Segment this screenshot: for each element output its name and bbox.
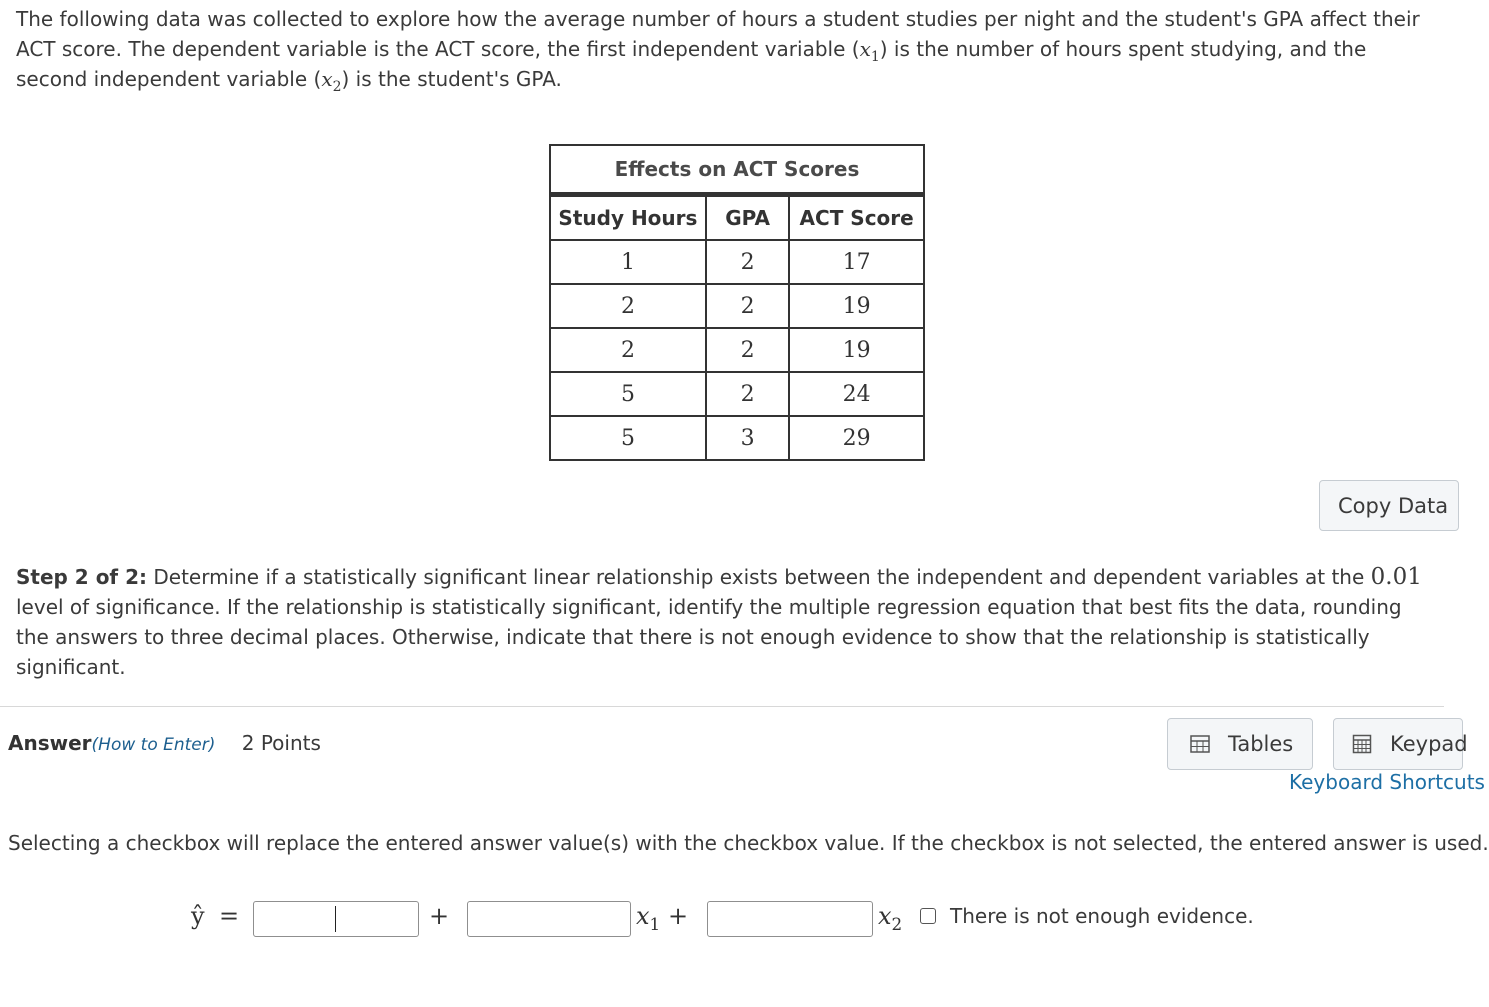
plus-sign: + xyxy=(429,902,450,930)
cell-gpa: 2 xyxy=(706,284,789,328)
cell-study-hours: 5 xyxy=(550,416,706,460)
step-instructions: Step 2 of 2: Determine if a statistically significant linear relationship exists between the independent and dependent variables at the 0.01 level of significance. If the relationship is statistically significant, identify the multiple regression equation that best fits the data, rounding the answers to three decimal places. Otherwise, indicate that there is not enough evidence to show that the relationship is statistically significant. xyxy=(16,564,1422,679)
checkbox-note: Selecting a checkbox will replace the entered answer value(s) with the checkbox value. If the checkbox is not selected, the entered answer is used. xyxy=(8,831,1489,855)
keyboard-shortcuts-link[interactable]: Keyboard Shortcuts xyxy=(1289,770,1485,794)
copy-data-label: Copy Data xyxy=(1338,493,1449,518)
keypad-label: Keypad xyxy=(1390,732,1468,756)
cell-act-score: 19 xyxy=(789,328,924,372)
cell-study-hours: 2 xyxy=(550,328,706,372)
plus-sign: + xyxy=(668,902,689,930)
cell-gpa: 3 xyxy=(706,416,789,460)
column-header-gpa: GPA xyxy=(706,196,789,240)
table-row xyxy=(550,416,924,460)
table-icon xyxy=(1190,734,1210,754)
table-row xyxy=(550,372,924,416)
table-header-row xyxy=(550,196,924,240)
tables-label: Tables xyxy=(1228,732,1294,756)
cell-act-score: 17 xyxy=(789,240,924,284)
section-divider xyxy=(0,706,1444,707)
intercept-input[interactable] xyxy=(253,901,419,937)
column-header-act-score: ACT Score xyxy=(789,196,924,240)
table-row xyxy=(550,328,924,372)
step-label: Step 2 of 2: xyxy=(16,565,148,589)
not-enough-evidence-label[interactable]: There is not enough evidence. xyxy=(950,904,1254,928)
tables-button[interactable] xyxy=(1167,718,1313,770)
cell-act-score: 29 xyxy=(789,416,924,460)
cell-gpa: 2 xyxy=(706,372,789,416)
how-to-enter-link[interactable]: (How to Enter) xyxy=(91,735,216,755)
cell-study-hours: 2 xyxy=(550,284,706,328)
table-row xyxy=(550,284,924,328)
cell-study-hours: 5 xyxy=(550,372,706,416)
text-caret xyxy=(335,906,336,932)
cell-gpa: 2 xyxy=(706,240,789,284)
table-row xyxy=(550,240,924,284)
x1-coefficient-input[interactable] xyxy=(467,901,631,937)
cell-act-score: 19 xyxy=(789,284,924,328)
alpha-value: 0.01 xyxy=(1370,564,1422,590)
copy-data-button[interactable] xyxy=(1319,480,1459,531)
x2-coefficient-input[interactable] xyxy=(707,901,873,937)
cell-act-score: 24 xyxy=(789,372,924,416)
table-caption: Effects on ACT Scores xyxy=(549,144,925,195)
y-hat-symbol: ŷ xyxy=(191,902,205,930)
keypad-button[interactable] xyxy=(1333,718,1468,770)
data-table xyxy=(549,144,925,461)
equals-sign: = xyxy=(219,902,240,930)
answer-label: Answer xyxy=(8,731,92,755)
intro-text: The following data was collected to explore how the average number of hours a student studies per night and the student's GPA affect their ACT score. The dependent variable is the ACT score, the first independent variable $(x_1)$ is the number of hours spent studying, and the second independent variable $(x_2)$ is the student's GPA. xyxy=(16,7,1420,95)
points-label: 2 Points xyxy=(241,731,321,755)
cell-study-hours: 1 xyxy=(550,240,706,284)
column-header-study-hours: Study Hours xyxy=(550,196,706,240)
not-enough-evidence-checkbox[interactable] xyxy=(920,908,936,924)
x2-term: $x_2$ xyxy=(878,902,903,934)
cell-gpa: 2 xyxy=(706,328,789,372)
answer-header xyxy=(8,728,321,760)
calculator-icon xyxy=(1352,734,1372,754)
x1-term: $x_1$ xyxy=(636,902,661,934)
